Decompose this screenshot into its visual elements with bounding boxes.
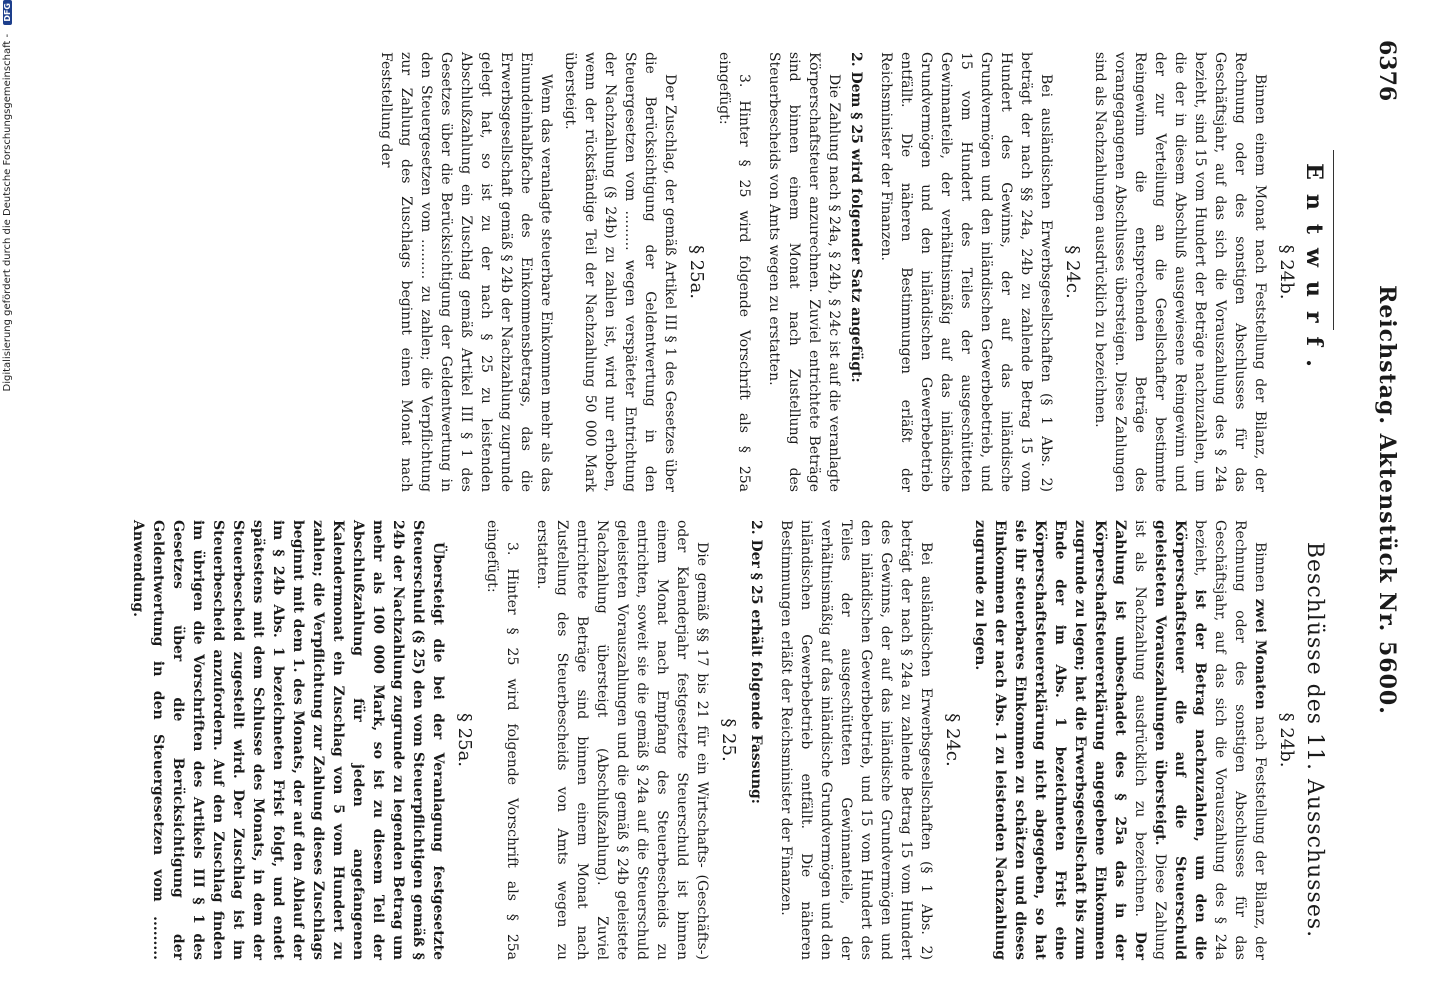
section-text: Binnen einem Monat nach Feststellung der Bilanz, der Rechnung oder des sonstigen Abschlusses für das Geschäftsjahr, auf das sich die Vorauszahlung des § 24a bezieht, sind 15 vom Hundert der Beträge nachzuzahlen, um die der in diesem Abschluß ausgewiesene Reingewinn und der zur Verteilung an die Gesellschafter bestimmte Reingewinn die entsprechenden Beträge des vorangegangenen Abschlusses übersteigen. Diese Zahlungen sind als Nachzahlungen ausdrücklich zu bezeichnen. [1092, 52, 1268, 492]
digitization-credit [2, 0, 16, 1000]
section-text: Bei ausländischen Erwerbsgesellschaften (§ 1 Abs. 2) beträgt der nach § 24a zu zahlende Betrag 15 vom Hundert des Gewinns, der auf das inländische Grundvermögen und den inländischen Gewerbebetrieb, und 15 vom Hundert des Teiles der ausgeschütteten Gewinnanteile, der verhältnismäßig auf das inländische Grundvermögen und den inländischen Gewerbebetrieb entfällt. Die näheren Bestimmungen erläßt der Reichsminister der Finanzen. [778, 520, 934, 960]
dfg-logo: DFG [3, 0, 12, 25]
header-title: Reichstag. Aktenstück Nr. 5600. [1374, 285, 1400, 715]
section-heading: § 24b. [1276, 244, 1297, 300]
bold-run: Der Zahlung ist unbeschadet des § 25a das in der Körperschaftsteuererklärung angegebene Einkommen zugrunde zu legen; hat die Erwerbsgesellschaft bis zum Ende der im Abs. 1 bezeichneten Frist eine Körperschaftsteuererklärung nicht abgegeben, so hat sie ihr steuerbares Einkommen zu schätzen und dieses Einkommen der nach Abs. 1 zu leistenden Nachzahlung zugrunde zu legen. [972, 520, 1148, 960]
item-label: 3. Hinter § 25 wird folgende Vorschrift als § 25a eingefügt: [484, 520, 520, 960]
left-divider [1333, 150, 1334, 330]
section-heading: § 24c. [942, 713, 963, 767]
section-heading: § 25a. [686, 244, 707, 300]
text-run: nach Feststellung der Bilanz, der Rechnung oder des sonstigen Abschlusses für das Geschäftsjahr, auf das sich die Vorauszahlung des § 24a bezieht, [1192, 520, 1268, 961]
text-run: Diese Zahlung ist als Nachzahlung ausdrücklich zu bezeichnen. [1132, 520, 1168, 960]
column-entwurf [372, 52, 1327, 492]
page-number: 6376 [1374, 40, 1400, 102]
item-text: Die Zahlung nach § 24a, § 24b, § 24c ist auf die veranlagte Körperschaftsteuer anzurechnen. Zuviel entrichtete Beträge sind binnen einem Monat nach Zustellung des Steuerbescheids von Amts wegen zu erstatten. [766, 52, 842, 492]
section-heading: § 24b. [1276, 712, 1297, 768]
bold-run: ist der Betrag nachzuzahlen, um den die Körperschaftsteuer die auf die Steuerschuld geleisteten Vorauszahlungen übersteigt. [1152, 520, 1208, 961]
column-title: Beschlüsse des 11. Ausschusses. [1302, 541, 1327, 939]
bold-run: zwei Monaten [1252, 598, 1268, 710]
section-text: Wenn das veranlagte steuerbare Einkommen mehr als das Einundeinhalbfache des Einkommensbetrags, das die Erwerbsgesellschaft gemäß § 24b der Nachzahlung zugrunde gelegt hat, so ist zu der nach § 25 zu leistenden Abschlußzahlung ein Zuschlag gemäß Artikel III § 1 des Gesetzes über die Berücksichtigung der Geldentwertung in den Steuergesetzen vom ......... zu zahlen; die Verpflichtung zur Zahlung des Zuschlags beginnt einen Monat nach Feststellung der [378, 52, 554, 492]
section-heading: § 25a. [454, 712, 475, 768]
text-run: Binnen [1252, 542, 1268, 593]
section-text: Die gemäß §§ 17 bis 21 für ein Wirtschafts- (Geschäfts-) oder Kalenderjahr festgesetzte Steuerschuld ist binnen einem Monat nach Empfang des Steuerbescheids zu entrichten, soweit sie die gemäß § 24a auf die Steuerschuld geleisteten Vorauszahlungen und die gemäß § 24b geleistete Nachzahlung übersteigt (Abschlußzahlung). Zuviel entrichtete Beträge sind binnen einem Monat nach Zustellung des Steuerbescheids von Amts wegen zu erstatten. [534, 520, 710, 960]
digitization-credit-text: Digitalisierung gefördert durch die Deutsche Forschungsgemeinschaft - [2, 33, 13, 392]
item-label: 2. Dem § 25 wird folgender Satz angefügt: [848, 52, 864, 383]
section-heading: § 25. [718, 718, 739, 762]
digitization-credit-line [2, 0, 16, 1000]
column-title: Entwurf. [1301, 163, 1327, 381]
item-label: 2. Der § 25 erhält folgende Fassung: [748, 520, 764, 804]
section-text: Der Zuschlag, der gemäß Artikel III § 1 des Gesetzes über die Berücksichtigung der Geldentwertung in den Steuergesetzen vom ......... wegen verspäteter Entrichtung der Nachzahlung (§ 24b) zu zahlen ist, wird nur erhoben, wenn der rückständige Teil der Nachzahlung 50 000 Mark übersteigt. [562, 52, 678, 492]
item-label: 3. Hinter § 25 wird folgende Vorschrift als § 25a eingefügt: [716, 52, 752, 492]
section-text: Bei ausländischen Erwerbsgesellschaften (§ 1 Abs. 2) beträgt der nach §§ 24a, 24b zu zahlende Betrag 15 vom Hundert des Gewinns, der auf das inländische Grundvermögen und den inländischen Gewerbebetrieb, und 15 vom Hundert des Teiles der ausgeschütteten Gewinnanteile, der verhältnismäßig auf das inländische Grundvermögen und den inländischen Gewerbebetrieb entfällt. Die näheren Bestimmungen erläßt der Reichsminister der Finanzen. [878, 52, 1054, 492]
section-text [970, 520, 1270, 960]
section-heading: § 24c. [1062, 245, 1083, 299]
section-text: Übersteigt die bei der Veranlagung festgesetzte Steuerschuld (§ 25) den vom Steuerpflichtigen gemäß § 24b der Nachzahlung zugrunde zu legenden Betrag um mehr als 100 000 Mark, so ist zu diesem Teil der Abschlußzahlung für jeden angefangenen Kalendermonat ein Zuschlag von 5 vom Hundert zu zahlen; die Verpflichtung zur Zahlung dieses Zuschlags beginnt mit dem 1. des Monats, der auf den Ablauf der im § 24b Abs. 1 bezeichneten Frist folgt, und endet spätestens mit dem Schlusse des Monats, in dem der Steuerbescheid zugestellt wird. Der Zuschlag ist im Steuerbescheid anzufordern. Auf den Zuschlag finden im übrigen die Vorschriften des Artikels III § 1 des Gesetzes über die Berücksichtigung der Geldentwertung in den Steuergesetzen vom ......... Anwendung. [130, 520, 446, 960]
column-beschluesse [124, 520, 1327, 961]
page-header [1366, 40, 1400, 960]
